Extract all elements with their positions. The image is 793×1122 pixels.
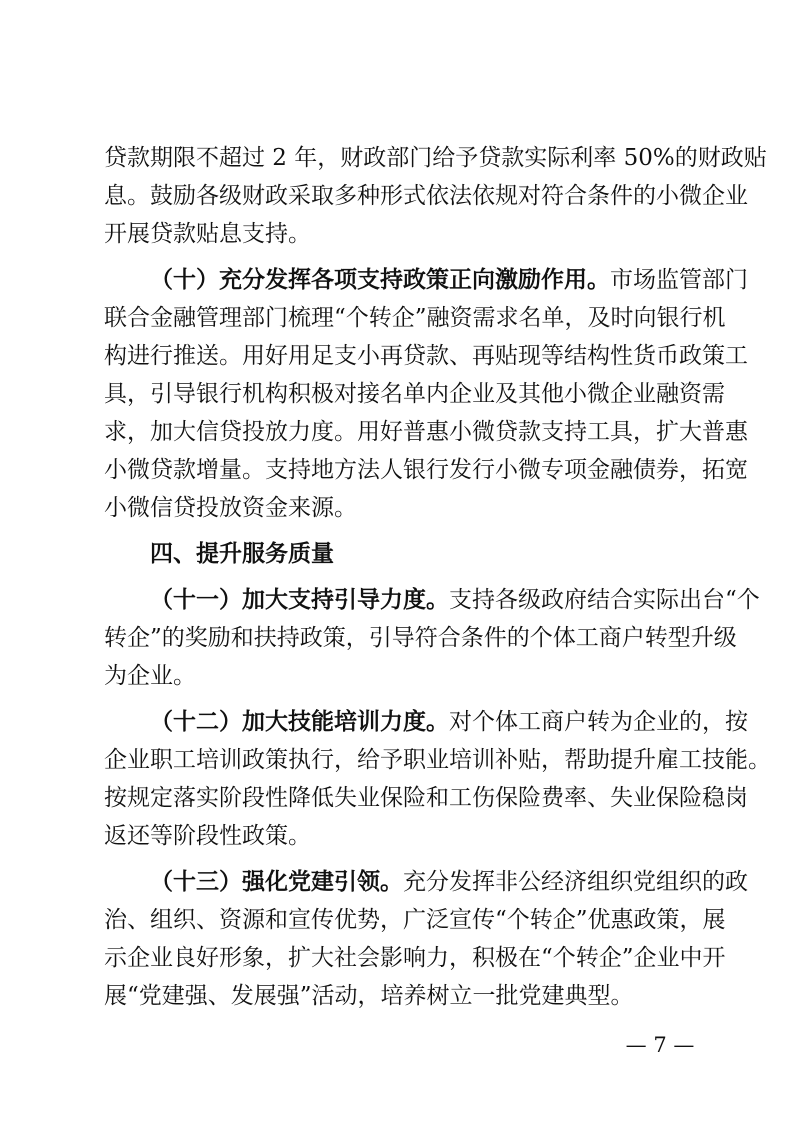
paragraph-line: 求，加大信贷投放力度。用好普惠小微贷款支持工具，扩大普惠 [104,419,748,445]
paragraph-line: 构进行推送。用好用足支小再贷款、再贴现等结构性货币政策工 [104,343,748,369]
paragraph-line: 治、组织、资源和宣传优势，广泛宣传“个转企”优惠政策，展 [104,907,726,933]
paragraph-line: 开展贷款贴息支持。 [104,221,311,247]
paragraph-line: 息。鼓励各级财政采取多种形式依法依规对符合条件的小微企业 [104,183,748,209]
paragraph-lead: （十一）加大支持引导力度。 [150,586,449,613]
paragraph-text: 市场监管部门 [610,267,748,293]
paragraph-line: 展“党建强、发展强”活动，培养树立一批党建典型。 [104,983,634,1009]
paragraph-first-line [150,704,748,740]
paragraph-line: 转企”的奖励和扶持政策，引导符合条件的个体工商户转型升级 [104,625,737,651]
paragraph-line: 为企业。 [104,663,196,689]
paragraph-line: 联合金融管理部门梳理“个转企”融资需求名单，及时向银行机 [104,305,726,331]
paragraph-line: 小微信贷投放资金来源。 [104,495,357,521]
page-number: — 7 — [625,1033,695,1057]
paragraph-first-line [150,864,748,900]
paragraph-text: 充分发挥非公经济组织党组织的政 [403,869,748,895]
paragraph-line: 企业职工培训政策执行，给予职业培训补贴，帮助提升雇工技能。 [104,747,771,773]
paragraph-line: 小微贷款增量。支持地方法人银行发行小微专项金融债券，拓宽 [104,457,748,483]
paragraph-text: 支持各级政府结合实际出台“个 [449,587,760,613]
paragraph-line: 贷款期限不超过 2 年，财政部门给予贷款实际利率 50%的财政贴 [104,145,767,171]
paragraph-line: 具，引导银行机构积极对接名单内企业及其他小微企业融资需 [104,381,725,407]
paragraph-lead: （十三）强化党建引领。 [150,868,403,895]
paragraph-line: 示企业良好形象，扩大社会影响力，积极在“个转企”企业中开 [104,945,726,971]
section-heading: 四、提升服务质量 [150,541,334,567]
paragraph-first-line [150,582,760,618]
paragraph-line: 返还等阶段性政策。 [104,823,311,849]
paragraph-first-line [150,262,748,298]
paragraph-text: 对个体工商户转为企业的，按 [449,709,748,735]
paragraph-line: 按规定落实阶段性降低失业保险和工伤保险费率、失业保险稳岗 [104,785,748,811]
paragraph-lead: （十二）加大技能培训力度。 [150,708,449,735]
paragraph-lead: （十）充分发挥各项支持政策正向激励作用。 [150,266,610,293]
